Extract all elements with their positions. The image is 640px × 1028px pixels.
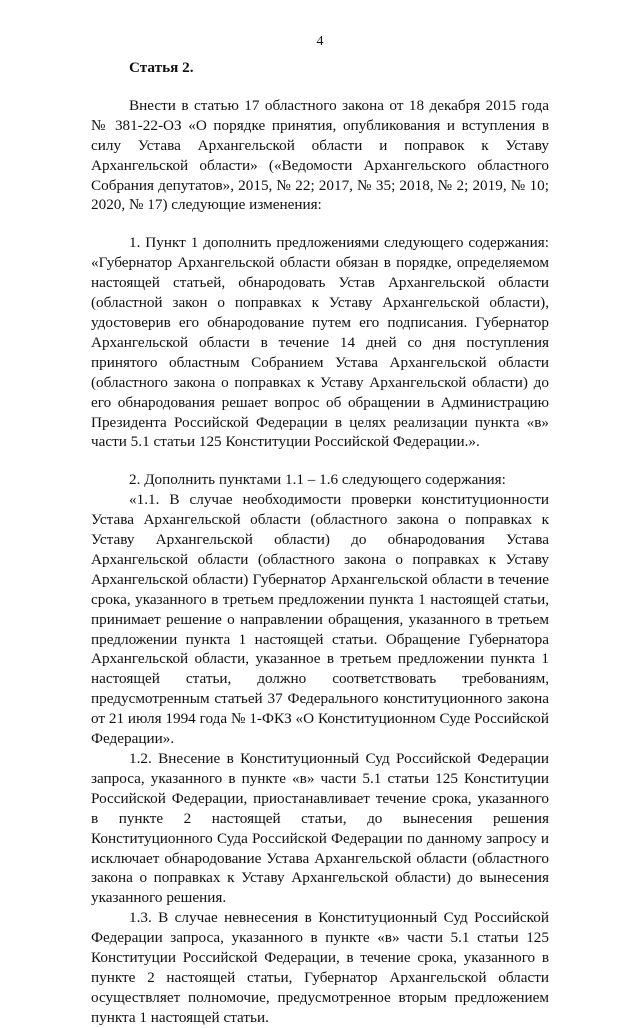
document-body (91, 58, 549, 1028)
paragraph-intro: Внести в статью 17 областного закона от 18 декабря 2015 года № 381-22-ОЗ «О порядке принятия, опубликования и вступления в силу Устава Архангельской области и поправок к Уставу Архангельской области» («Ведомости Архангельского областного Собрания депутатов», 2015, № 22; 2017, № 35; 2018, № 2; 2019, № 10; 2020, № 17) следующие изменения: (91, 96, 549, 214)
paragraph-subpoint-1-2: 1.2. Внесение в Конституционный Суд Российской Федерации запроса, указанного в пункте «в» части 5.1 статьи 125 Конституции Российской Федерации, приостанавливает течение срока, указанного в пункте 2 настоящей статьи, до вынесения решения Конституционного Суда Российской Федерации по данному запросу и исключает обнародование Устава Архангельской области (областного закона о поправках к Уставу Архангельской области) до вынесения указанного решения. (91, 750, 549, 907)
paragraph-point-2: 2. Дополнить пунктами 1.1 – 1.6 следующего содержания: (129, 471, 506, 489)
paragraph-subpoint-1-1: «1.1. В случае необходимости проверки конституционности Устава Архангельской области (областного закона о поправках к Уставу Архангельской области) до обнародования Устава Архангельской области (областного закона о поправках к Уставу Архангельской области) Губернатор Архангельской области в течение срока, указанного в третьем предложении пункта 1 настоящей статьи, принимает решение о направлении обращения, указанного в третьем предложении пункта 1 настоящей статьи. Обращение Губернатора Архангельской области, указанное в третьем предложении пункта 1 настоящей статьи, должно соответствовать требованиям, предусмотренным статьей 37 Федерального конституционного закона от 21 июля 1994 года № 1-ФКЗ «О Конституционном Суде Российской Федерации». (91, 491, 549, 748)
paragraph-point-1: 1. Пункт 1 дополнить предложениями следующего содержания: «Губернатор Архангельской области обязан в порядке, определяемом настоящей статьей, обнародовать Устав Архангельской области (областной закон о поправках к Уставу Архангельской области), удостоверив его обнародование путем его подписания. Губернатор Архангельской области в течение 14 дней со дня поступления принятого областным Собранием Устава Архангельской области (областного закона о поправках к Уставу Архангельской области) до его обнародования решает вопрос об обращении в Администрацию Президента Российской Федерации в целях реализации пункта «в» части 5.1 статьи 125 Конституции Российской Федерации.». (91, 234, 549, 451)
page-number: 4 (316, 34, 324, 49)
article-title: Статья 2. (129, 59, 194, 76)
paragraph-subpoint-1-3: 1.3. В случае невнесения в Конституционный Суд Российской Федерации запроса, указанного в пункте «в» части 5.1 статьи 125 Конституции Российской Федерации, в течение срока, указанного в пункте 2 настоящей статьи, Губернатор Архангельской области осуществляет полномочие, предусмотренное вторым предложением пункта 1 настоящей статьи. (91, 909, 549, 1026)
